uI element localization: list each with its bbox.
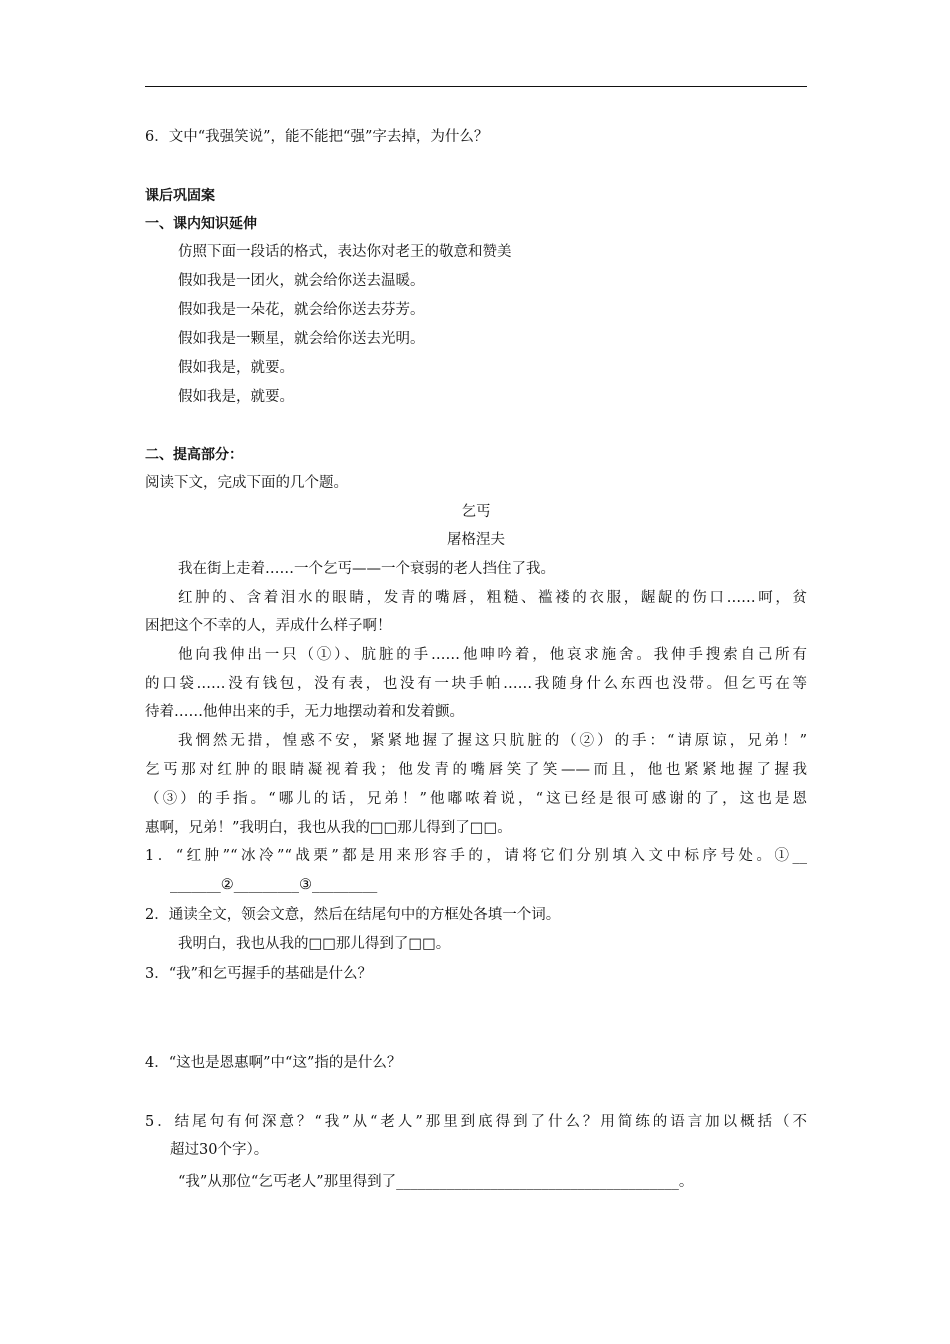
passage-line: 他向我伸出一只（①）、肮脏的手……他呻吟着，他哀求施舍。我伸手搜索自己所有 [178, 647, 807, 663]
part1-intro: 仿照下面一段话的格式，表达你对老王的敬意和赞美 [178, 244, 512, 260]
question-4: 4．“这也是恩惠啊”中“这”指的是什么？ [145, 1055, 402, 1071]
passage-line: 我惘然无措，惶惑不安，紧紧地握了握这只肮脏的（②）的手：“请原谅，兄弟！” [178, 733, 807, 749]
part1-line: 假如我是，就要。 [178, 389, 294, 405]
question-5: 5．结尾句有何深意？“我”从“老人”那里到底得到了什么？用简练的语言加以概括（不 [145, 1114, 807, 1130]
question-2-sentence: 我明白，我也从我的□□那儿得到了□□。 [178, 936, 451, 952]
passage-author: 屠格涅夫 [447, 532, 505, 548]
passage-line: 困把这个不幸的人，弄成什么样子啊！ [145, 618, 392, 634]
question-1: 1．“红肿”“冰冷”“战栗”都是用来形容手的，请将它们分别填入文中标序号处。①__ [145, 848, 807, 864]
part1-heading: 一、课内知识延伸 [145, 216, 257, 232]
passage-line: 红肿的、含着泪水的眼睛，发青的嘴唇，粗糙、褴褛的衣服，龌龊的伤口……呵，贫 [178, 590, 807, 606]
part1-line: 假如我是一朵花，就会给你送去芬芳。 [178, 302, 425, 318]
part1-line: 假如我是一团火，就会给你送去温暖。 [178, 273, 425, 289]
passage-line: 待着……他伸出来的手，无力地摆动着和发着颤。 [145, 704, 464, 720]
part1-line: 假如我是，就要。 [178, 360, 294, 376]
part2-heading: 二、提高部分： [145, 447, 243, 463]
part2-instruction: 阅读下文，完成下面的几个题。 [145, 475, 348, 491]
question-6: 6．文中“我强笑说”，能不能把“强”字去掉，为什么？ [145, 129, 489, 145]
passage-line: 惠啊，兄弟！”我明白，我也从我的□□那儿得到了□□。 [145, 820, 512, 836]
header-rule [145, 86, 807, 87]
question-5-cont: 超过30个字）。 [170, 1142, 269, 1158]
question-3: 3．“我”和乞丐握手的基础是什么？ [145, 966, 373, 982]
passage-title: 乞丐 [461, 504, 491, 520]
section-title: 课后巩固案 [145, 188, 215, 204]
passage-line: （③）的手指。“哪儿的话，兄弟！”他嘟哝着说，“这已经是很可感谢的了，这也是恩 [145, 791, 807, 807]
passage-paragraph: 我在街上走着……一个乞丐——一个衰弱的老人挡住了我。 [178, 561, 555, 577]
passage-line: 的口袋……没有钱包，没有表，也没有一块手帕……我随身什么东西也没带。但乞丐在等 [145, 676, 807, 692]
question-5-fill: “我”从那位“乞丐老人”那里得到了_______________________________________。 [178, 1174, 694, 1190]
passage-line: 乞丐那对红肿的眼睛凝视着我；他发青的嘴唇笑了笑——而且，他也紧紧地握了握我 [145, 762, 807, 778]
part1-line: 假如我是一颗星，就会给你送去光明。 [178, 331, 425, 347]
question-2: 2．通读全文，领会文意，然后在结尾句中的方框处各填一个词。 [145, 907, 561, 923]
question-1-blanks: _______②_________③_________ [170, 877, 378, 893]
